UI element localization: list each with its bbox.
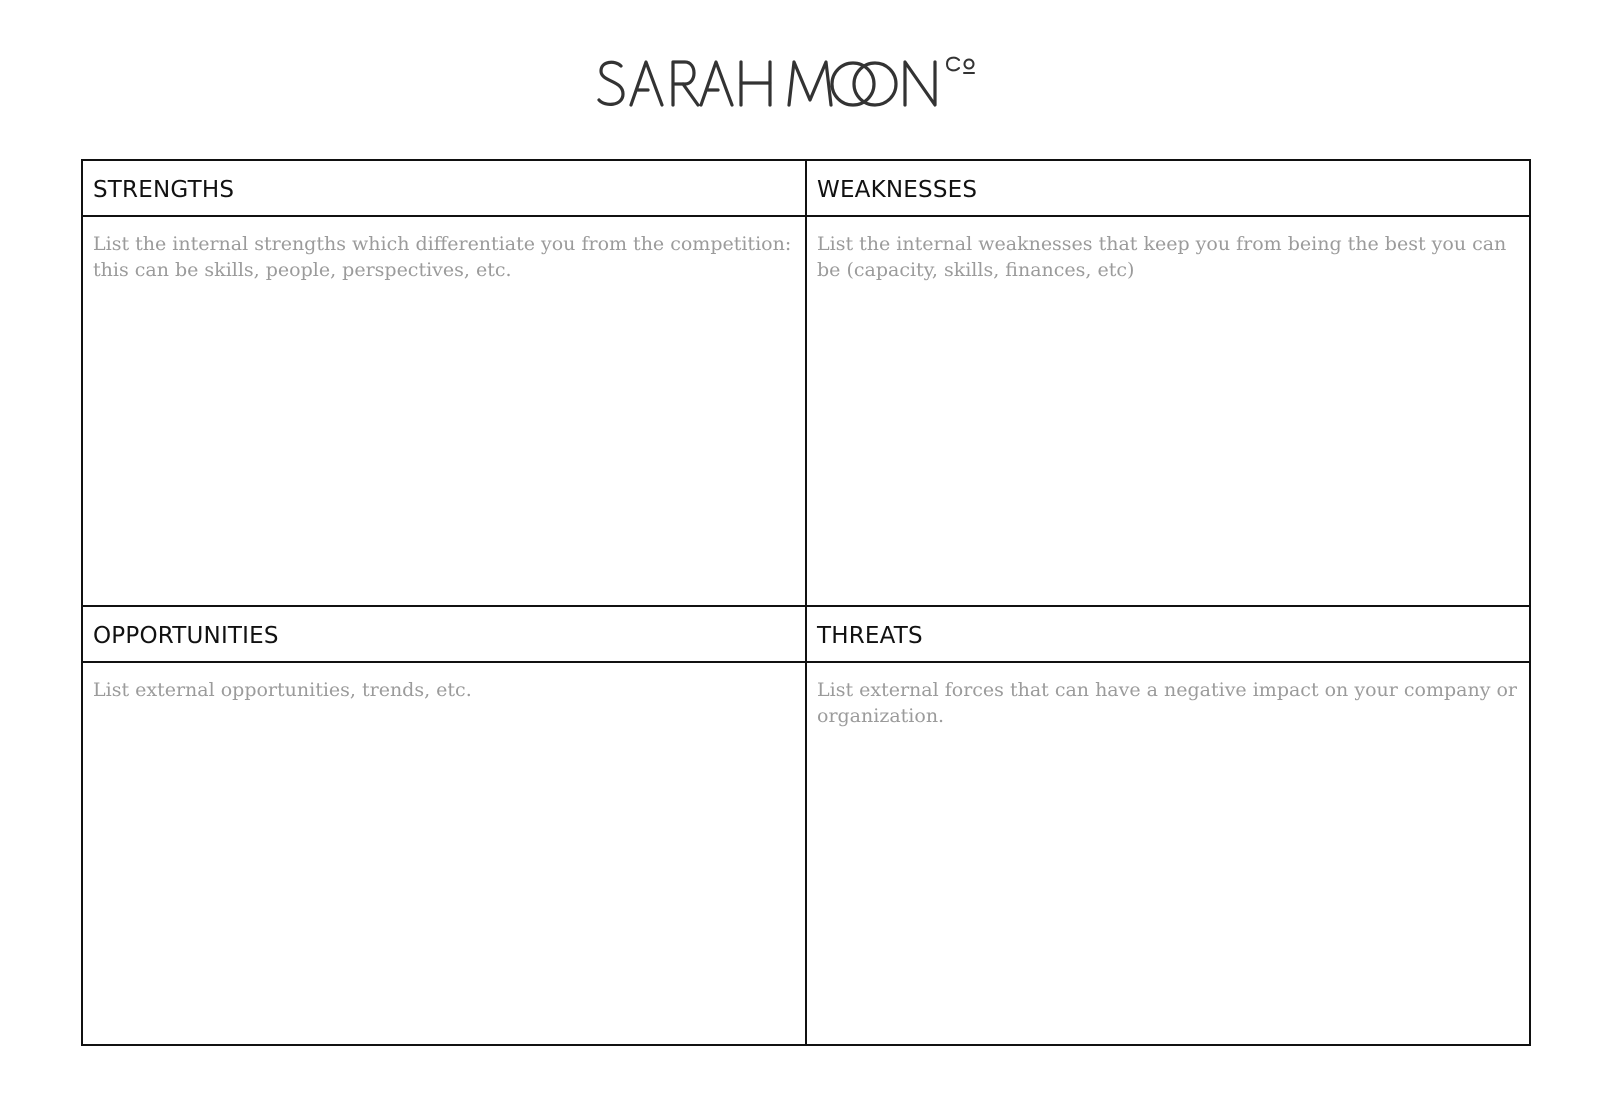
- opportunities-header: OPPORTUNITIES: [83, 607, 807, 663]
- brand-logo: [0, 52, 1602, 122]
- threats-prompt[interactable]: List external forces that can have a negative impact on your company or organization.: [817, 679, 1517, 727]
- threats-header: THREATS: [807, 607, 1529, 663]
- weaknesses-header: WEAKNESSES: [807, 161, 1529, 217]
- strengths-prompt[interactable]: List the internal strengths which differentiate you from the competition: this can be skills, people, perspectives, etc.: [83, 217, 807, 607]
- opportunities-prompt[interactable]: List external opportunities, trends, etc.: [83, 663, 807, 1044]
- sarah-moon-logo: [591, 52, 1011, 122]
- strengths-header: STRENGTHS: [83, 161, 807, 217]
- weaknesses-prompt[interactable]: List the internal weaknesses that keep you from being the best you can be (capacity, skills, finances, etc): [807, 217, 1529, 607]
- swot-grid: [81, 159, 1531, 1046]
